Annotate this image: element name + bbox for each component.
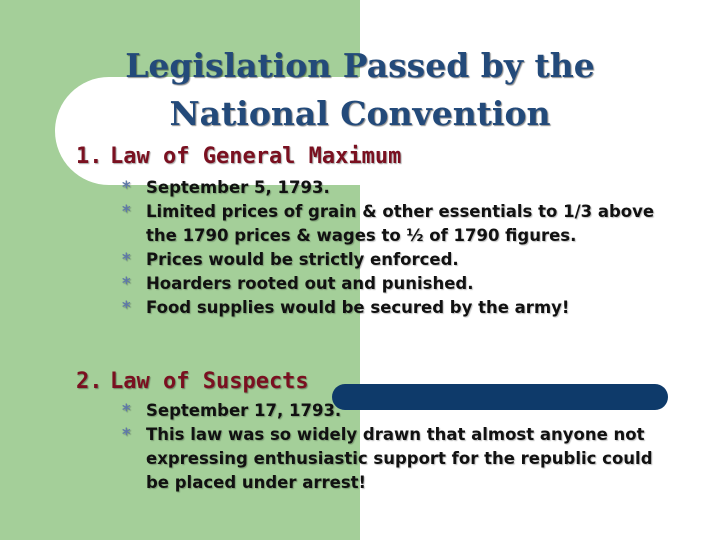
title-line-1: Legislation Passed by the <box>125 46 595 86</box>
bullet-item <box>122 272 662 296</box>
section-heading-law-of-general-maximum <box>76 143 401 171</box>
bullet-star-icon: * <box>122 274 131 293</box>
bullet-star-icon: * <box>122 425 131 444</box>
bullet-item <box>122 200 662 248</box>
bullet-star-icon: * <box>122 250 131 269</box>
bullet-text: September 5, 1793. <box>146 178 330 197</box>
section-title: Law of General Maximum <box>110 144 402 169</box>
bullet-item <box>122 296 662 320</box>
bullet-text: Food supplies would be secured by the army! <box>146 298 570 317</box>
bullet-list-general-maximum <box>122 176 662 320</box>
bullet-item <box>122 176 662 200</box>
section-number: 1. <box>76 144 103 169</box>
bullet-text: Prices would be strictly enforced. <box>146 250 459 269</box>
section-title: Law of Suspects <box>110 369 309 394</box>
bullet-text: Limited prices of grain & other essentials to 1/3 above the 1790 prices & wages to ½ of 1790 figures. <box>146 202 655 245</box>
bullet-list-law-of-suspects <box>122 399 662 495</box>
bullet-text: Hoarders rooted out and punished. <box>146 274 474 293</box>
bullet-item <box>122 423 662 495</box>
bullet-star-icon: * <box>122 401 131 420</box>
section-heading-law-of-suspects <box>76 368 309 396</box>
slide-title <box>0 42 720 138</box>
bullet-item <box>122 248 662 272</box>
bullet-text: This law was so widely drawn that almost anyone not expressing enthusiastic support for the republic could be placed under arrest! <box>146 425 653 492</box>
bullet-star-icon: * <box>122 178 131 197</box>
bullet-star-icon: * <box>122 298 131 317</box>
bullet-item <box>122 399 662 423</box>
bullet-star-icon: * <box>122 202 131 221</box>
bullet-text: September 17, 1793. <box>146 401 342 420</box>
section-number: 2. <box>76 369 103 394</box>
title-line-2: National Convention <box>169 94 551 134</box>
